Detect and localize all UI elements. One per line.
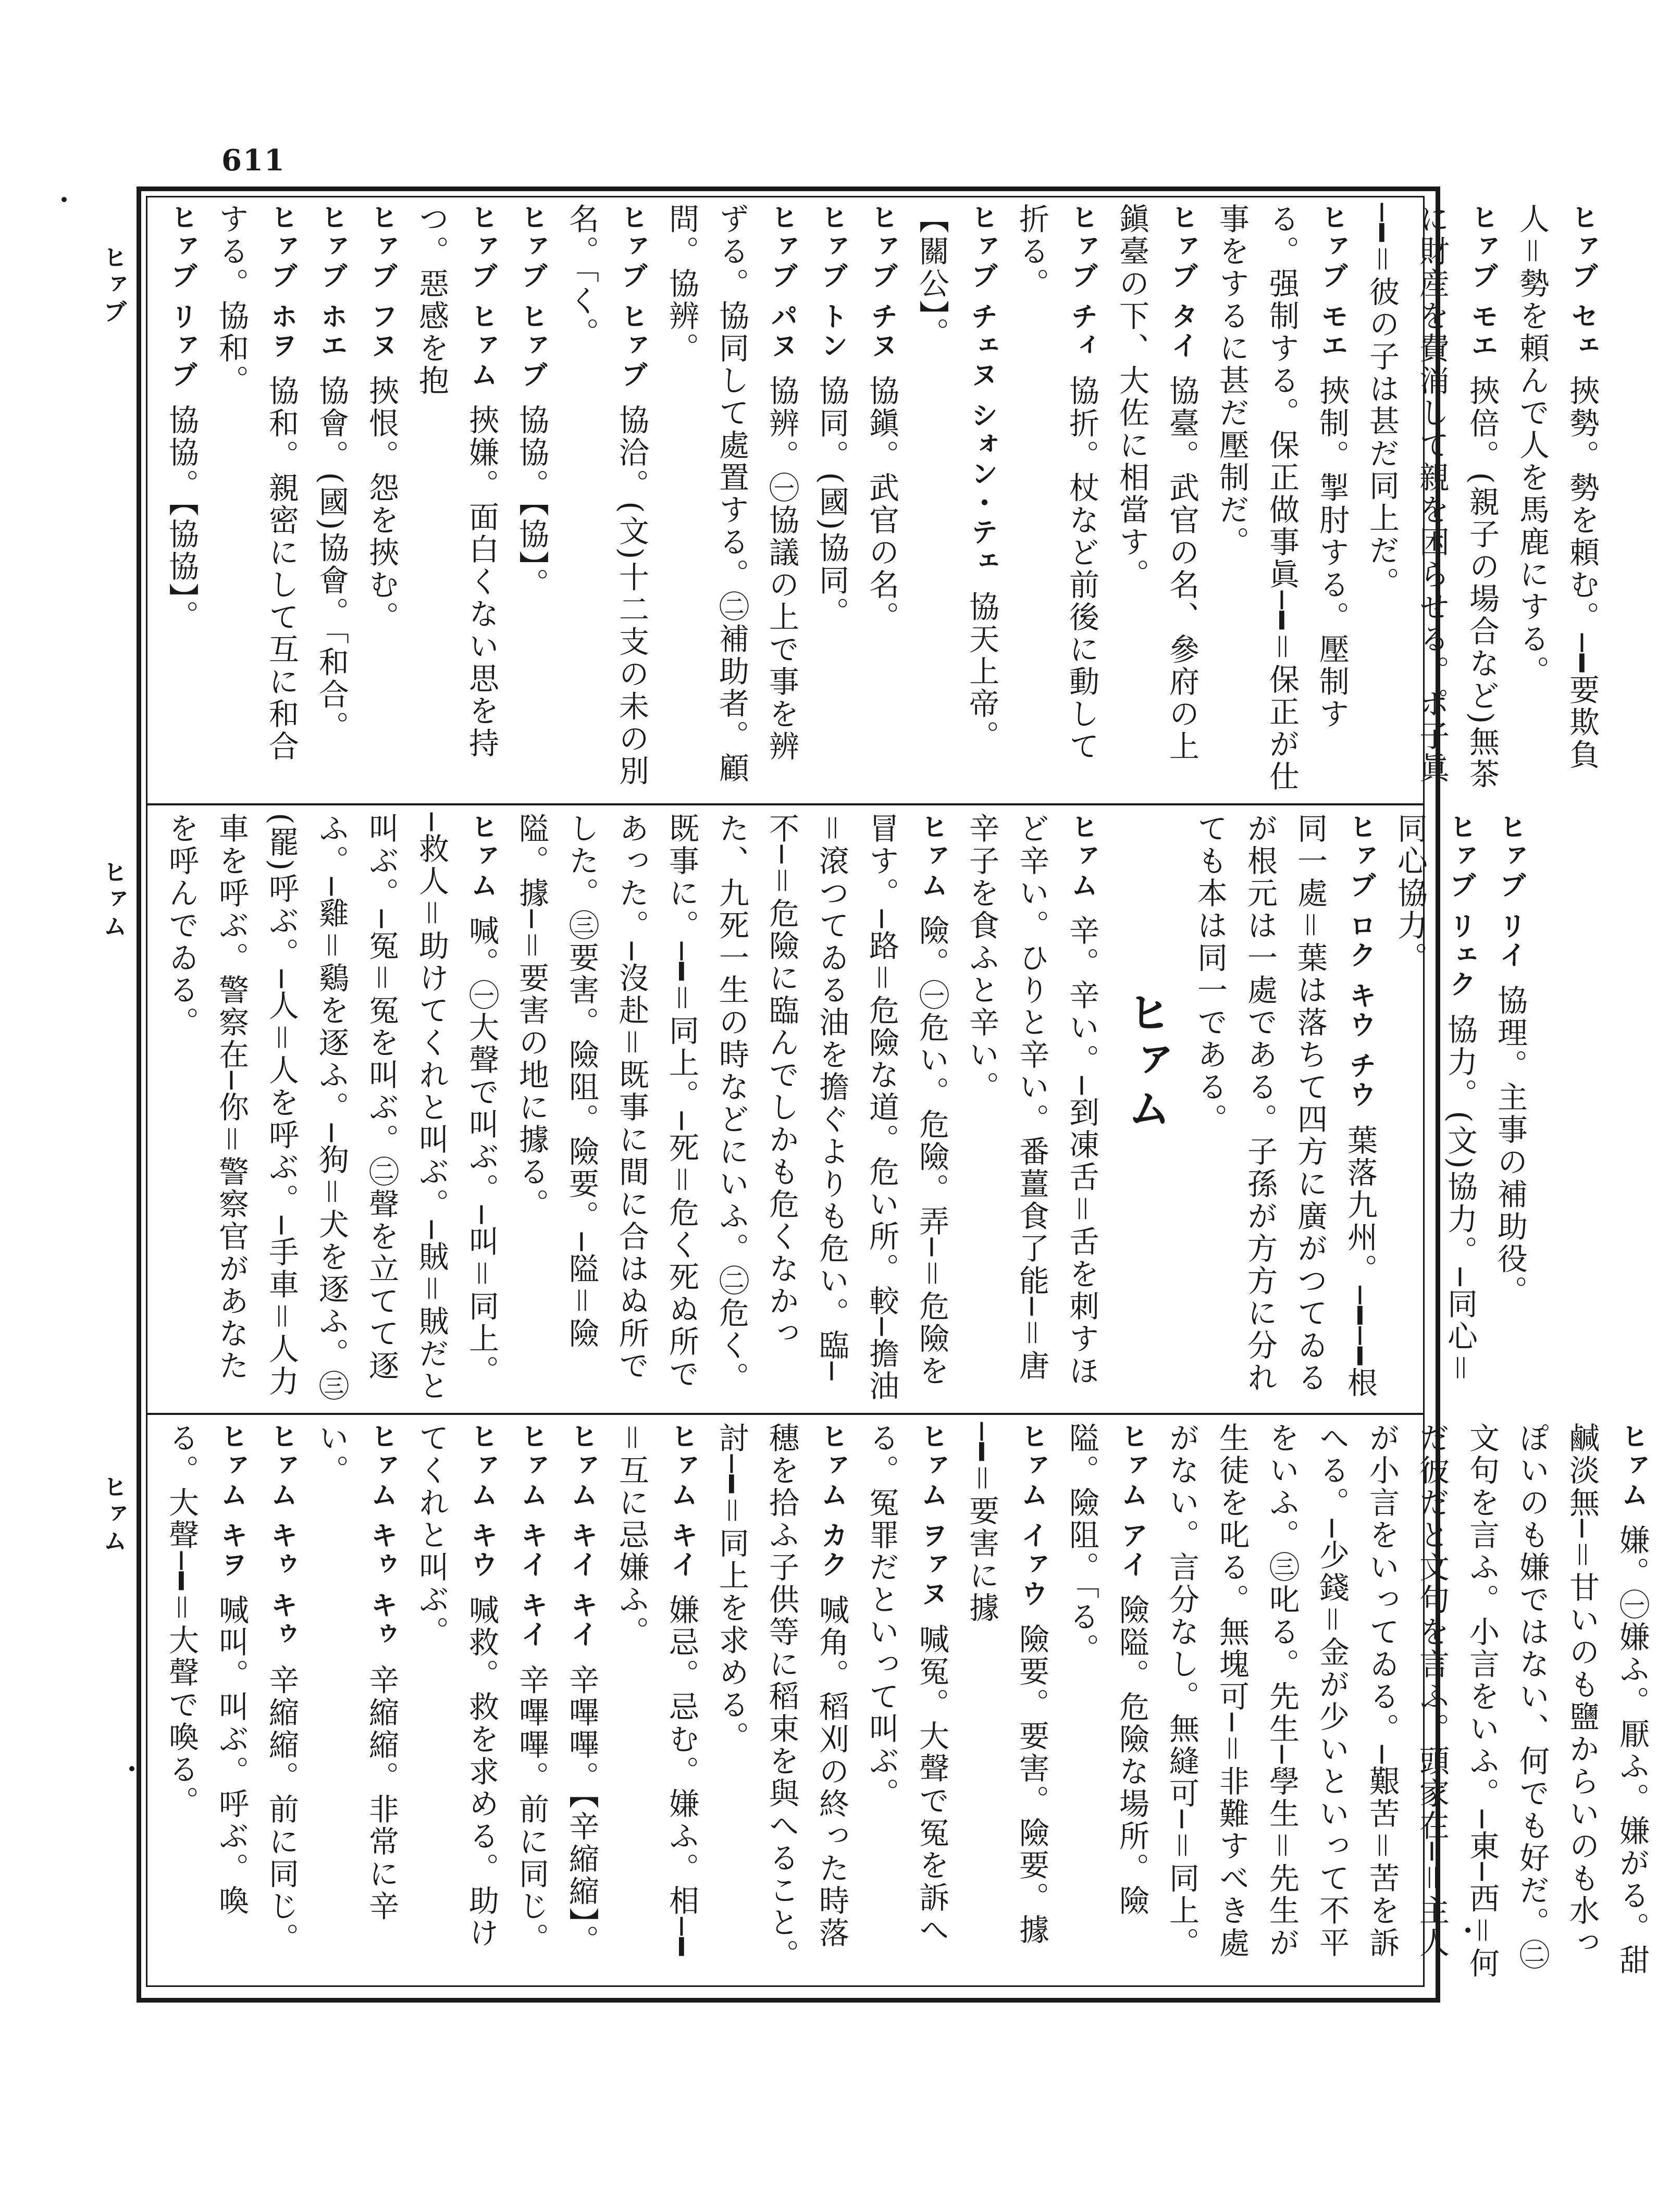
entry-headword: ヒァム キイ キイ: [566, 1422, 597, 1650]
dictionary-entry: [506, 203, 557, 794]
entry-text: 協力。(文)協力。─同心＝同心協力。: [1392, 813, 1478, 1385]
entry-headword: ヒァム: [466, 813, 497, 900]
entry-headword: ヒァブ ホヲ: [266, 203, 297, 361]
entry-text: 辛。辛い。─到凍舌＝舌を刺すほど辛い。ひりと辛い。番薑食了能─＝唐辛子を食ふと辛い。: [964, 813, 1099, 1387]
section-1: [156, 203, 1600, 794]
margin-label-2: ヒァム: [100, 860, 128, 941]
dictionary-entry: [306, 203, 356, 794]
entry-text: 險隘。危險な場所。險隘。險阻。「る。: [1064, 1422, 1149, 1918]
dictionary-entry: [156, 1422, 256, 1980]
entry-text: 辛嗶嗶。【辛縮縮】。: [564, 1664, 599, 1957]
entry-headword: ヒァブ ヒァブ: [516, 203, 547, 390]
dictionary-entry: [356, 203, 406, 794]
dictionary-entry: [807, 203, 857, 794]
entry-text: 挾恨。怨を挾む。: [364, 375, 399, 634]
entry-headword: ヒァブ ヒァブ: [616, 203, 647, 390]
entry-headword: ヒァム キイ: [666, 1422, 697, 1580]
dictionary-entry: [607, 1422, 707, 1980]
dictionary-entry: [1357, 203, 1507, 794]
entry-headword: ヒァブ モエ: [1316, 203, 1347, 361]
dictionary-entry: [857, 1422, 957, 1980]
dictionary-entry: [657, 203, 807, 794]
entry-headword: ヒァブ ロク キウ チウ: [1344, 813, 1376, 1110]
entry-text: 喊角。稻刈の終った時落穗を拾ふ子供等に稻束を與へること。討─━＝同上を求める。: [714, 1422, 849, 1971]
dictionary-entry: [306, 1422, 406, 1980]
entry-text: 喊。㊀大聲で叫ぶ。─叫＝同上。─救人＝助けてくれと叫ぶ。─賊＝賊だと叫ぶ。─冤＝冤を叫ぶ。㊁聲を立てて逐ふ。─雞＝鷄を逐ふ。─狗＝犬を逐ふ。㊂(罷)呼ぶ。─人＝人を呼ぶ。─手車＝人力車を呼ぶ。警察在─你＝警察官があなたを呼んでゐる。: [164, 813, 499, 1402]
entry-headword: ヒァブ タイ: [1166, 203, 1197, 361]
entry-text: 喊叫。叫ぶ。呼ぶ。喚る。大聲─━＝大聲で喚る。: [164, 1422, 249, 1918]
entry-text: 挾制。掣肘する。壓制する。强制する。保正做事眞─━＝保正が仕事をするに甚だ壓制だ。: [1214, 203, 1350, 793]
entry-text: 葉落九州。─━─━根同一處＝葉は落ちて四方に廣がつてゐるが根元は一處である。子孫が方方に分れても本は同一である。: [1192, 813, 1378, 1399]
scan-speck: [129, 1766, 134, 1771]
section-3-column: [156, 1422, 1657, 1980]
dictionary-entry: [857, 203, 907, 794]
section-divider: [146, 803, 1425, 805]
entry-headword: ヒァブ リェク: [1444, 813, 1476, 1000]
dictionary-entry: [506, 1422, 557, 1980]
dictionary-entry: [206, 203, 306, 794]
entry-headword: ヒァブ リイ: [1494, 813, 1526, 971]
entry-text: 挾倍。(親子の場合など)無茶に財産を費消して親を困らせる。ポ子眞─━＝彼の子は甚だ同上だ。: [1364, 203, 1500, 791]
entry-headword: ヒァブ セェ: [1566, 203, 1598, 361]
dictionary-entry: [506, 813, 957, 1404]
dictionary-entry: [557, 203, 657, 794]
dictionary-entry: [707, 1422, 857, 1980]
entry-headword: ヒァム カク: [816, 1422, 847, 1580]
entry-text: 協鎭。武官の名。: [864, 375, 899, 634]
section-heading: ヒァム: [1120, 990, 1171, 1134]
section-2-column: [156, 813, 1535, 1404]
dictionary-entry: [1207, 203, 1357, 794]
entry-headword: ヒァブ モエ: [1466, 203, 1498, 361]
dictionary-entry: [1107, 203, 1207, 794]
entry-text: 協天上帝。【關公】。: [914, 203, 999, 753]
entry-text: 協洽。(文)十二支の未の別名。「く。: [564, 203, 649, 788]
dictionary-entry: [957, 1422, 1057, 1980]
entry-text: 嫌忌。忌む。嫌ふ。相─━＝互に忌嫌ふ。: [614, 1422, 699, 1958]
entry-text: 協和。親密にして互に和合する。協和。: [214, 203, 299, 763]
section-3: [156, 1422, 1650, 1980]
dictionary-entry: [1185, 813, 1385, 1404]
dictionary-entry: [406, 1422, 506, 1980]
section-1-column: [156, 203, 1607, 794]
page-number: 611: [221, 143, 286, 178]
entry-text: 協理。主事の補助役。: [1492, 985, 1528, 1308]
dictionary-entry: [256, 1422, 306, 1980]
dictionary-entry: [1385, 813, 1485, 1404]
entry-text: 辛嗶嗶。前に同じ。: [514, 1664, 549, 1955]
entry-text: 協臺。武官の名、參府の上鎭臺の下、大佐に相當す。: [1114, 203, 1200, 763]
dictionary-entry: [1057, 1422, 1157, 1980]
entry-text: 協折。杖など前後に動して折る。: [1014, 203, 1099, 763]
margin-label-1: ヒァブ: [100, 245, 128, 326]
entry-text: 嫌。㊀嫌ふ。厭ふ。嫌がる。甜鹹淡無─＝甘いのも鹽からいのも水っぽいのも嫌ではない、何でも好だ。㊁文句を言ふ。小言をいふ。─東─西＝何だ彼だと文句を言ふ。頭家在─＝主人が小言をいってゐる。─艱苦＝苦を訴へる。─少錢＝金が少いといって不平をいふ。㊂叱る。先生─學生＝先生が生徒を叱る。無塊可─＝非難すべき處がない。言分なし。無縫可─＝同上。: [1164, 1422, 1650, 1980]
entry-headword: ヒァム キヲ: [216, 1422, 247, 1580]
entry-text: 協會。(國)協會。「和合。: [314, 375, 349, 743]
entry-text: 協協。【協協】。: [164, 404, 199, 633]
dictionary-entry: [1157, 1422, 1657, 1980]
entry-headword: ヒァブ フヌ: [366, 203, 397, 361]
dictionary-entry: [1485, 813, 1535, 1404]
entry-text: 協同。(國)協同。: [814, 375, 849, 629]
entry-text: 挾嫌。面白くない思を持つ。惡感を抱: [414, 203, 499, 760]
entry-text: 協協。【協】。: [514, 404, 549, 601]
dictionary-entry: [1507, 203, 1607, 794]
entry-headword: ヒァブ チィ: [1066, 203, 1097, 361]
entry-headword: ヒァブ リァブ: [166, 203, 197, 390]
entry-headword: ヒァム キゥ キゥ: [266, 1422, 297, 1650]
entry-text: 險要。要害。險要。據─━＝要害に據: [964, 1422, 1049, 1947]
entry-headword: ヒァブ パヌ: [766, 203, 797, 361]
entry-headword: ヒァム: [1616, 1422, 1648, 1510]
entry-headword: ヒァム: [916, 813, 947, 900]
entry-text: 喊救。救を求める。助けてくれと叫ぶ。: [414, 1422, 499, 1950]
margin-label-3: ヒァム: [100, 1474, 128, 1556]
entry-headword: ヒァブ ホエ: [316, 203, 347, 361]
entry-headword: ヒァブ トン: [816, 203, 847, 361]
dictionary-entry: [156, 813, 506, 1404]
entry-headword: ヒァム イァウ: [1016, 1422, 1047, 1609]
entry-headword: ヒァム: [1066, 813, 1097, 900]
entry-text: 喊冤。大聲で冤を訴へる。冤罪だといって叫ぶ。: [864, 1422, 949, 1947]
dictionary-entry: [557, 1422, 607, 1980]
entry-headword: ヒァブ チェヌ シォン・テェ: [966, 203, 997, 577]
entry-headword: ヒァム キゥ キゥ: [366, 1422, 397, 1650]
entry-headword: ヒァブ ヒァム: [466, 203, 497, 390]
entry-headword: ヒァム キウ: [466, 1422, 497, 1580]
entry-headword: ヒァム アイ: [1116, 1422, 1147, 1580]
scan-speck: [61, 197, 67, 202]
section-divider: [146, 1413, 1425, 1415]
entry-headword: ヒァブ チヌ: [866, 203, 897, 361]
section-2: [156, 813, 1528, 1404]
dictionary-entry: [907, 203, 1007, 794]
entry-text: 辛縮縮。前に同じ。: [264, 1664, 299, 1955]
dictionary-entry: [957, 813, 1107, 1404]
entry-text: 險。㊀危い。危險。弄─＝危險を冒す。─路＝危險な道。危い所。較─擔油＝滾つてゐる油を擔ぐよりも危い。臨─不─＝危險に臨んでしかも危くなかった、九死一生の時などにいふ。㊁危く。既事に。─━＝同上。─死＝危く死ぬ所であった。─沒赴＝既事に間に合はぬ所でした。㊂要害。險阻。險要。─隘＝險隘。據─＝要害の地に據る。: [514, 813, 949, 1402]
entry-headword: ヒァム ヲァヌ: [916, 1422, 947, 1609]
entry-text: 挾勢。勢を頼む。─━要欺負人＝勢を頼んで人を馬鹿にする。: [1514, 203, 1600, 771]
entry-text: 辛縮縮。非常に辛い。: [314, 1422, 399, 1923]
dictionary-entry: [1007, 203, 1107, 794]
entry-headword: ヒァム キイ キイ: [516, 1422, 547, 1650]
dictionary-entry: [406, 203, 506, 794]
entry-text: 協辨。㊀協議の上で事を辨ずる。協同して處置する。㊁補助者。顧問。協辨。: [664, 203, 799, 785]
dictionary-entry: [156, 203, 206, 794]
